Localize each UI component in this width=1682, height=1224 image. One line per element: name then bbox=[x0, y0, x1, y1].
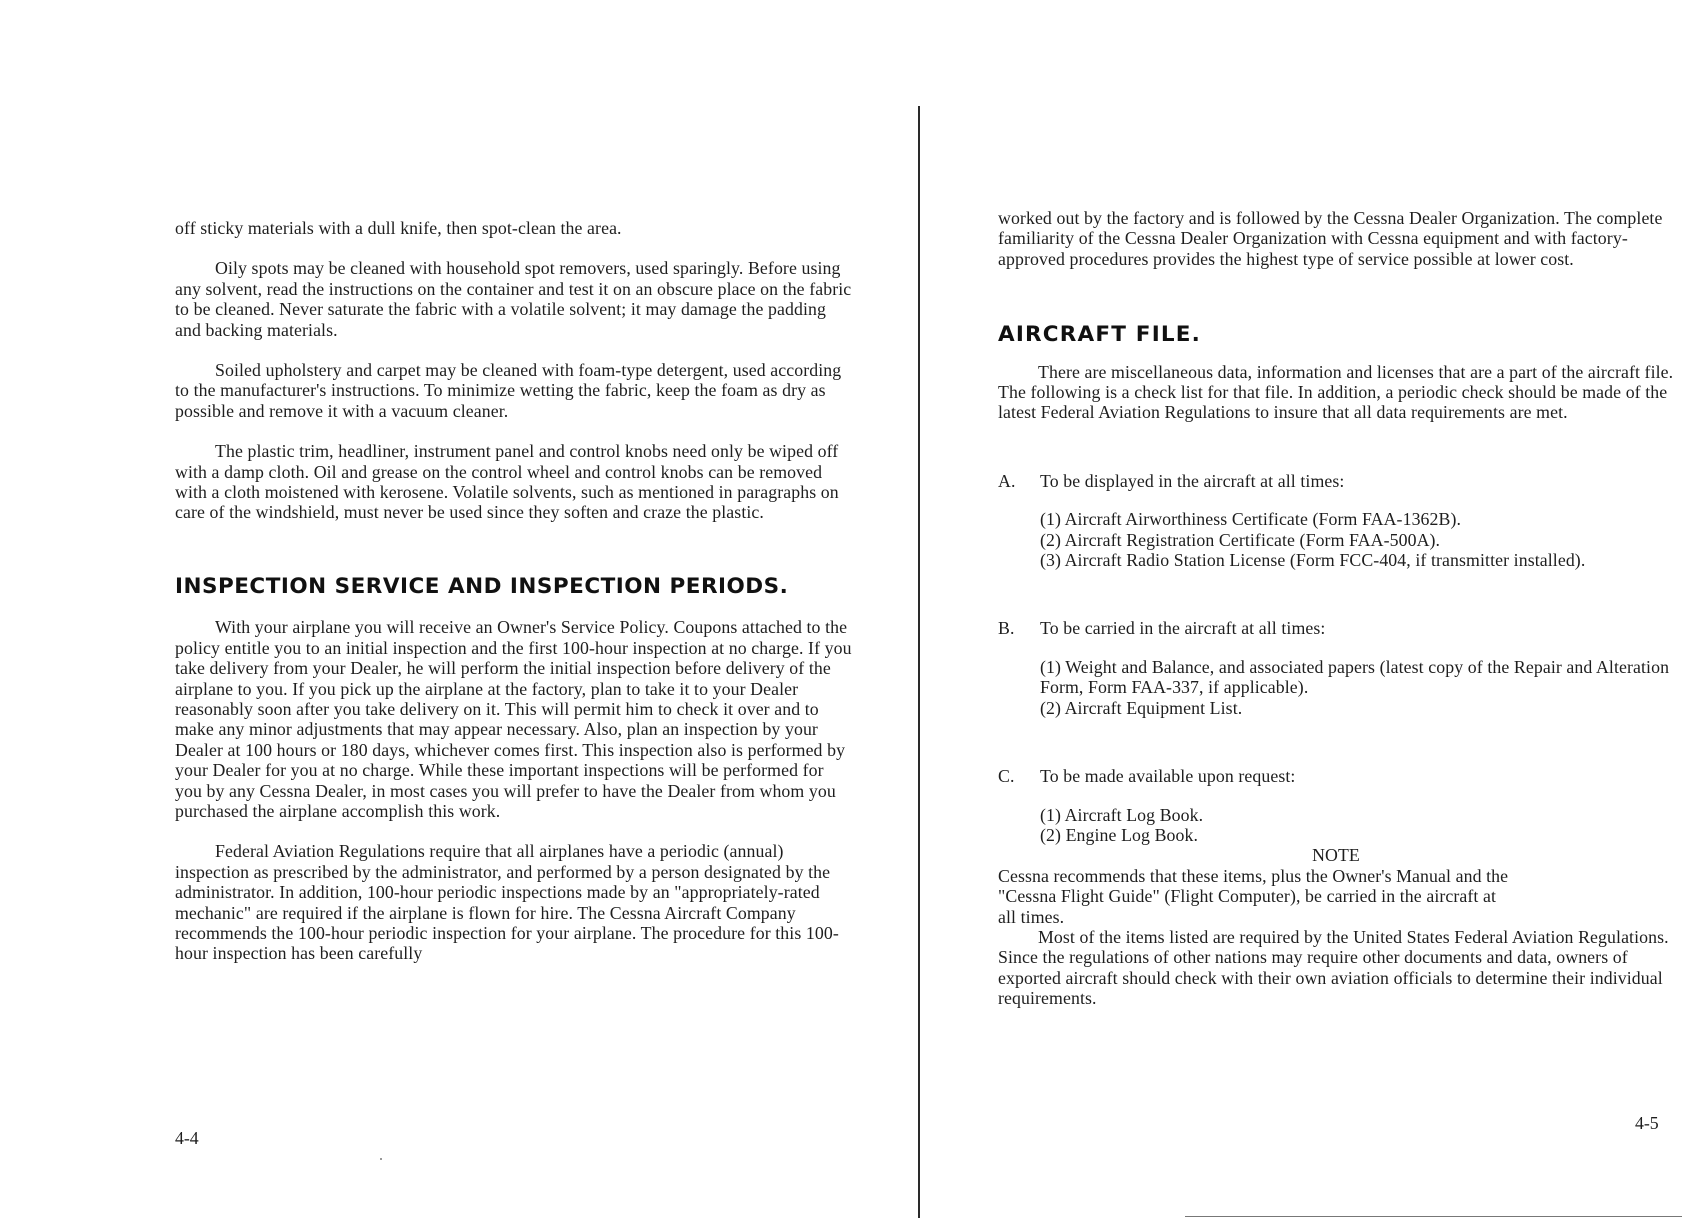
section-title: To be displayed in the aircraft at all times: bbox=[1040, 470, 1345, 491]
list-item: (2) Aircraft Registration Certificate (Form FAA-500A). bbox=[1040, 529, 1441, 550]
list-item: (1) Aircraft Log Book. bbox=[1040, 804, 1204, 825]
paragraph: worked out by the factory and is followed by the Cessna Dealer Organization. The complete familiarity of the Cessna Dealer Organization with Cessna equipment and with factory-approved procedures provides the highest type of service possible at lower cost. bbox=[998, 208, 1663, 269]
checklist-items-c bbox=[1040, 805, 1674, 846]
list-item: (3) Aircraft Radio Station License (Form FCC-404, if transmitter installed). bbox=[1040, 550, 1586, 571]
paragraph: Soiled upholstery and carpet may be cleaned with foam-type detergent, used according to the manufacturer's instructions. To minimize wetting the fabric, keep the foam as dry as possible and remove it with a vacuum cleaner. bbox=[175, 360, 842, 421]
section-title: To be made available upon request: bbox=[1040, 766, 1296, 787]
section-title: To be carried in the aircraft at all times: bbox=[1040, 618, 1326, 639]
paragraph: The plastic trim, headliner, instrument panel and control knobs need only be wiped off with a damp cloth. Oil and grease on the control wheel and control knobs can be removed with a cloth moistened with kerosene. Volatile solvents, such as mentioned in paragraphs on care of the windshield, must never be used since they soften and craze the plastic. bbox=[175, 441, 839, 523]
checklist-section-b bbox=[998, 618, 1674, 638]
checklist-items-a bbox=[1040, 509, 1674, 570]
closing-paragraph: Most of the items listed are required by the United States Federal Aviation Regulations. Since the regulations of other nations may require other documents and data, owners of exported aircraft should check with their own aviation officials to determine their individual requirements. bbox=[998, 926, 1669, 1009]
list-item: (2) Aircraft Equipment List. bbox=[1040, 697, 1243, 718]
page-number: 4-4 bbox=[175, 1128, 199, 1148]
paragraph: There are miscellaneous data, information and licenses that are a part of the aircraft file. The following is a check list for that file. In addition, a periodic check should be made of the latest Federal Aviation Regulations to insure that all data requirements are met. bbox=[998, 361, 1674, 423]
section-heading-inspection: INSPECTION SERVICE AND INSPECTION PERIODS. bbox=[175, 573, 789, 599]
checklist-section-a bbox=[998, 471, 1674, 491]
checklist-items-b bbox=[1040, 657, 1674, 718]
list-item: (1) Weight and Balance, and associated papers (latest copy of the Repair and Alteration Form, Form FAA-337, if applicable). bbox=[1040, 656, 1670, 698]
right-page bbox=[922, 0, 1682, 1224]
left-page-body bbox=[175, 218, 855, 964]
paragraph: off sticky materials with a dull knife, then spot-clean the area. bbox=[175, 218, 622, 238]
section-heading-aircraft-file: AIRCRAFT FILE. bbox=[998, 322, 1202, 348]
paragraph: Oily spots may be cleaned with household spot removers, used sparingly. Before using any solvent, read the instructions on the container and test it on an obscure place on the fabric to be cleaned. Never saturate the fabric with a volatile solvent; it may damage the padding and backing materials. bbox=[175, 258, 852, 340]
section-letter: C. bbox=[998, 766, 1015, 787]
paragraph: With your airplane you will receive an Owner's Service Policy. Coupons attached to the policy entitle you to an initial inspection and the first 100-hour inspection at no charge. If you take delivery from your Dealer, he will perform the initial inspection before delivery of the airplane to you. If you pick up the airplane at the factory, plan to take it to your Dealer reasonably soon after you take delivery on it. This will permit him to check it over and to make any minor adjustments that may appear necessary. Also, plan an inspection by your Dealer at 100 hours or 180 days, whichever comes first. This inspection also is performed by your Dealer for you at no charge. While these important inspections will be performed for you by any Cessna Dealer, in most cases you will prefer to have the Dealer from whom you purchased the airplane accomplish this work. bbox=[175, 617, 852, 821]
checklist-section-c bbox=[998, 766, 1674, 786]
paragraph: Federal Aviation Regulations require that all airplanes have a periodic (annual) inspection as prescribed by the administrator, and performed by a person designated by the administrator. In addition, 100-hour periodic inspections made by an "appropriately-rated mechanic" are required if the airplane is flown for hire. The Cessna Aircraft Company recommends the 100-hour periodic inspection for your airplane. The procedure for this 100-hour inspection has been carefully bbox=[175, 841, 839, 964]
section-letter: A. bbox=[998, 470, 1016, 491]
list-item: (2) Engine Log Book. bbox=[1040, 824, 1199, 845]
section-letter: B. bbox=[998, 618, 1015, 639]
right-page-body bbox=[998, 208, 1674, 1009]
note-body: Cessna recommends that these items, plus the Owner's Manual and the "Cessna Flight Guide" (Flight Computer), be carried in the aircraft at all times. bbox=[998, 865, 1509, 927]
page-number: 4-5 bbox=[1635, 1113, 1659, 1133]
list-item: (1) Aircraft Airworthiness Certificate (Form FAA-1362B). bbox=[1040, 509, 1462, 530]
note-title: NOTE bbox=[1312, 845, 1360, 866]
